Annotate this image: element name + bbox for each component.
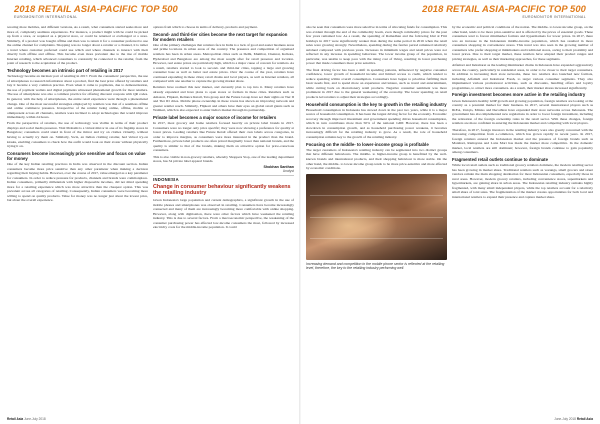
right-footer <box>554 417 593 421</box>
country-section-title: INDONESIA <box>153 177 179 183</box>
body-paragraph: Technology became an intrinsic part of retailing in 2017. From the consumers' perspective, the use of smartphones to research information about a product, find the best price offered by retailers and buy it became a very common practice. Even when it came to payments, due to demonetisation, the use of payment wallets and digital payments witnessed phenomenal growth for most retailers. The use of smartphone was also a common practice for offering discount coupons with QR codes. In general, with the help of smartphones, the entire retail experience went through a phenomenal change. One of the most successful strategies employed by retailers was that of a seamless offline and online commerce presence. Irrespective of the retailer being online, offline, mobile or omnipresent across all channels, retailers were inclined to adopt technologies that would improve immediately, within 24 hours. <box>7 74 148 120</box>
body-paragraph: The final driving factor has been a shift in spending patterns, influenced by negative consumer confidence, lower growth of household income and limited access to credit, which tended to reduce spending within overall consumption. Consumers have begun to prioritise fulfilling their basic needs first, and to spend more on experience and leisure, such as travel and entertainment, while cutting back on discretionary retail products. Negative consumer sentiment was more prominent in 2017 due to the general weakening of the economy. The lower spending on retail products led retailers to adjust their strategies accordingly. <box>306 67 447 99</box>
photo-shelf-detail <box>310 238 443 239</box>
photo-shelf-detail <box>310 195 443 196</box>
left-column-1 <box>7 25 148 409</box>
body-paragraph: One of the key Indian retailing practices in India was observed in the discount section. Indian consumers became more price sensitive than any other parameter when making a decision regarding their buying habits. However, over the course of 2017, value emerged as a key parameter for consumers. In order to reduce pressure for products, channels and brands were commonplace. Indian consumers, primarily millennials with higher disposable incomes, did not mind spending more for a retailing experience which was more attractive than the cheapest option. This was prevalent across all categories of retailing. Consequently, Indian consumers were becoming more willing to spend on quality products. Value for money was no longer just about the lowest price, but about the overall experience. <box>7 162 148 203</box>
body-paragraph: While local retail outlets such as traditional grocery retailers dominate, the modern retailing sector has been growing in market share. Traditional retailers such as warungs, small grocers and street vendors remain the main shopping destination for most Indonesian consumers, especially those in rural areas. However, modern grocery retailers, including convenience stores, supermarkets and hypermarkets, are gaining share in urban areas. The Indonesian retailing industry remains highly fragmented, with many small independent players, while the top retailers account for a relatively small share of total sales. The fragmentation of the market creates opportunities for both local and international retailers to expand their presence and capture market share. <box>452 163 593 199</box>
author-byline <box>153 165 294 173</box>
right-masthead <box>306 0 593 24</box>
left-columns <box>7 25 294 409</box>
section-heading: Technology becomes an intrinsic part of retailing in 2017 <box>7 68 123 74</box>
right-masthead-subtitle: EUROMONITOR INTERNATIONAL <box>522 15 586 19</box>
body-paragraph: Alfamart and Indomaret as the leading minimarket chains in Indonesia have expanded aggressively across the country, particularly in residential areas, in order to be closer to their target consumers. In addition to increasing their store networks, these two retailers also launched new formats, including Alfamidi and Indomaret Fresh, to target various consumer segments. They also implemented various promotional activities, such as discounts, bundling offers and loyalty programmes, to attract more consumers. As a result, their market shares increased significantly. <box>452 62 593 90</box>
section-heading: Consumers become increasingly price sensitive and focus on value for money <box>7 150 146 161</box>
section-heading: Household consumption is the key to growth in the retailing industry <box>306 101 447 107</box>
photo-shelf-detail <box>310 217 443 218</box>
body-paragraph: Retailers have realised this new market, and currently plan to tap into it. Many retailers have already expanded and have plans to open stores or formats in these cities. Retailers such as Amazon, Flipkart, Reliance Retail, Tata group and the Future Group have set their sights on Tier II and Tier III cities. Mobile phone ownership in these towns has shown an improving network and greater retailer reach. Similarly, Flipkart and others have their eyes on global retail giants such as Walmart, which is also expected to enter India's market through its partnership. <box>153 85 294 113</box>
right-column-2 <box>452 25 593 409</box>
body-paragraph: Therefore, in 2017, foreign investors in the retailing industry were also greatly concerned with the increasing competition from e-commerce, which has grown rapidly in recent years. In 2017, foreign retailers entered the Indonesian market and the presence of foreign brands such as Matahari, Ramayana and Lotte Mart has made the market more competitive. In the domestic market, local retailers are still dominant; however, foreign brands continue to gain popularity among consumers. <box>452 127 593 155</box>
section-heading: Private label becomes a major source of income for retailers <box>153 114 277 120</box>
section-heading: Fragmented retail outlets continue to dominate <box>452 156 548 162</box>
store-photo <box>306 174 447 260</box>
body-paragraph: This is also visible in non-grocery retailers, whereby Shoppers Stop, one of the leading department stores, has 34 private label apparel brands. <box>153 154 294 164</box>
left-column-2 <box>153 25 294 409</box>
right-masthead-title <box>422 3 586 14</box>
right-column-1 <box>306 25 447 409</box>
section-heading: Second- and third-tier cities become the next target for expansion for modern retailers <box>153 31 288 42</box>
left-footer-issue: June-July 2018 <box>24 417 46 421</box>
right-footer-publication: Retail Asia <box>576 417 593 421</box>
right-footer-issue: June-July 2018 <box>554 417 576 421</box>
left-footer <box>7 417 46 421</box>
author-role: Analyst <box>282 169 294 174</box>
left-masthead-title-prefix: 2018 RETAIL ASIA-PACIFIC <box>14 3 141 14</box>
body-paragraph: In 2017, most grocery and home retailers focused heavily on private label brands in 2017. Consumers were no longer only price specific; they were now showing a preference for quality at lower prices. Leading retailers like Future Retail offered their own labels across categories, in order to improve margins, as consumers were more interested in the product than the brand. Furthermore, private label products are often priced marginally lower than national brands, and the quality is similar to that of the brands, making them an attractive option for price-conscious consumers. <box>153 121 294 153</box>
photo-caption: Increasing demand and competition in the mobile phone sector is reflected at the retailing level, therefore, the key to the retailing industry performing well. <box>306 261 445 270</box>
body-paragraph: by the economic and political conditions of the nation. The middle- to lower-income group, on the other hand, tends to be more price-sensitive and is affected by the prices of essential goods. These consumers tend to favour minimarket formats and hypermarkets for lower prices. In 2017, there was an increase in the Indonesian middle-income population, which has resulted in more consumers shopping in convenience stores. This trend was also seen in the growing number of consumers who prefer shopping at minimarkets and traditional stores, owing to their proximity and lower prices. Due to their target market, these retailers have adapted their product ranges and pricing strategies, as well as their marketing approaches, for these segments. <box>452 25 593 61</box>
right-columns <box>306 25 593 409</box>
body-paragraph: Given Indonesia's healthy GDP growth and growing population, foreign retailers are looking at the country as a potential market for their business. In 2017, several international players such as IKEA, Uniqlo, Miniso and Decathlon have expanded their store networks across Indonesia. The government has also implemented new regulations in order to boost foreign investment, including the relaxation of the foreign ownership rules in the retail sector. With these changes, foreign retailers are more confident in entering the Indonesian market and competing with local players. <box>452 98 593 126</box>
body-paragraph: Given Indonesia's large population and current demographics, a significant growth in the use of mobile phones and smartphones was observed in retailing. Consumers have become increasingly connected and many of them are increasingly becoming more comfortable with online shopping. However, along with digitisation, there were other factors which have weakened the retailing industry. This is due to several factors. From a macroeconomic perspective, the weakening of the consumer purchasing power has affected low-income consumers the most, followed by increased electricity costs for the middle-income population. It could <box>153 198 294 230</box>
section-heading: Foreign investment becomes more active in the retailing industry <box>452 92 586 98</box>
left-masthead-title-top: TOP 500 <box>140 3 178 14</box>
left-footer-publication: Retail Asia <box>7 417 24 421</box>
body-paragraph: From the perspective of retailers, the use of technology was visible in terms of their product displays and social media presence. Visit Mohami is a virtual mirror in one of its flagship stores in Bangalore; consumers could stand in front of the mirror and try on clothes virtually, without having to actually try them on. Similarly, Swiz, an Indian clothing retailer, had virtual try-on kiosks, enabling consumers to check how the outfit would look on their avatar without physically trying it on. <box>7 121 148 149</box>
body-paragraph: One of the primary challenges that retailers face in India is a lack of good and easier business areas and prime locations in urban areas of the country. The presence and competition of organised retailers has been in urban areas. Metropolitan cities such as Delhi, Mumbai, Chennai, Kolkata, Hyderabad and Bangalore are among the most sought after for retail presence and location. However, real estate prices are particularly high, which is a major cause of concern for retailers. As a result, retailers started to look to second- and third-tier cities, tapping a large and growing consumer base as well as better real estate prices. Over the course of the year, retailers have continued expanding in these cities; retail chains and local players, as well as Internet retailers, all competed with one another to capture the growing market share. <box>153 42 294 84</box>
left-masthead <box>7 0 294 24</box>
article-headline: Change in consumer behaviour significantly weakens the retailing industry <box>153 183 291 196</box>
body-paragraph: options from which to choose in terms of delivery, products and payment. <box>153 25 258 29</box>
section-heading: Focusing on the middle- to lower-income group is profitable <box>306 141 429 147</box>
right-masthead-title-top: TOP 500 <box>548 3 586 14</box>
author-name: Shobhan Santhan <box>263 165 294 170</box>
body-paragraph: The target customers of Indonesia's retailing industry can be segmented into two distinct groups that have different behaviours. The middle- to higher-income group is benefitted by the well-known brands and international products, and their shopping behaviour is more stable. On the other hand, the middle- to lower-income group tends to be more price-sensitive and more affected by economic conditions. <box>306 147 447 171</box>
left-masthead-subtitle: EUROMONITOR INTERNATIONAL <box>14 15 78 19</box>
body-paragraph: Household consumption in Indonesia has slowed down in the past two years, while it is a major source of household consumption. It has been the largest driving factor for the economy. Economic recovery through improved investment and government spending drives household consumption, which in turn contributes more than 50% of the national GDP. However, there has been a slowdown in consumption growth, and as household purchasing power weakens, it becomes increasingly difficult for the retailing industry to grow. As a result, the role of household consumption remains key to the growth of the retailing industry. <box>306 107 447 139</box>
body-paragraph: wearing more mobiles, and different versions, As a result, what consumers started seeks more and more of, completely seamless experiences. For instance, a product might with be could be picked up from a store, or required as a physical store, or could be returned or exchanged at a store. Similarly, if a product was bought offline and then was to return it for a consumer preferred to use the online channel for complaints. Shopping was no longer about a retailer or a channel, it is rather a trend where customer preferred could use which and where channels to interact with their directly both offline and offline. This become even more prevalent due to the rise of mobile Internet retailing, which advanced consumers to constantly be connected to the retailer, from the point of research to the acquisition of the product. <box>7 25 148 66</box>
right-masthead-title-prefix: 2018 RETAIL ASIA-PACIFIC <box>422 3 549 14</box>
left-masthead-title <box>14 3 178 14</box>
section-divider <box>153 175 294 176</box>
body-paragraph: also be seen that consumers were more selective in terms of allocating funds for consumption. This was evident through the end of the commodity boom, even though commodity prices for the past few years remained low. As a result, the spending of Ramadhan and the following Idul al Fitri holidays in 2017 were significantly weaker than during the same period in 2016 when the retail sales were growing strongly. Nevertheless, spending during the festive period remained relatively subdued compared with previous years. Increases in minimum wages and retail prices were not reflected in any increase in spending behaviour. The lower income group of the population, in particular, was unable to keep pace with the rising cost of living, resulting in lower purchasing power that made consumers more price sensitive. <box>306 25 447 66</box>
right-page <box>300 0 600 424</box>
